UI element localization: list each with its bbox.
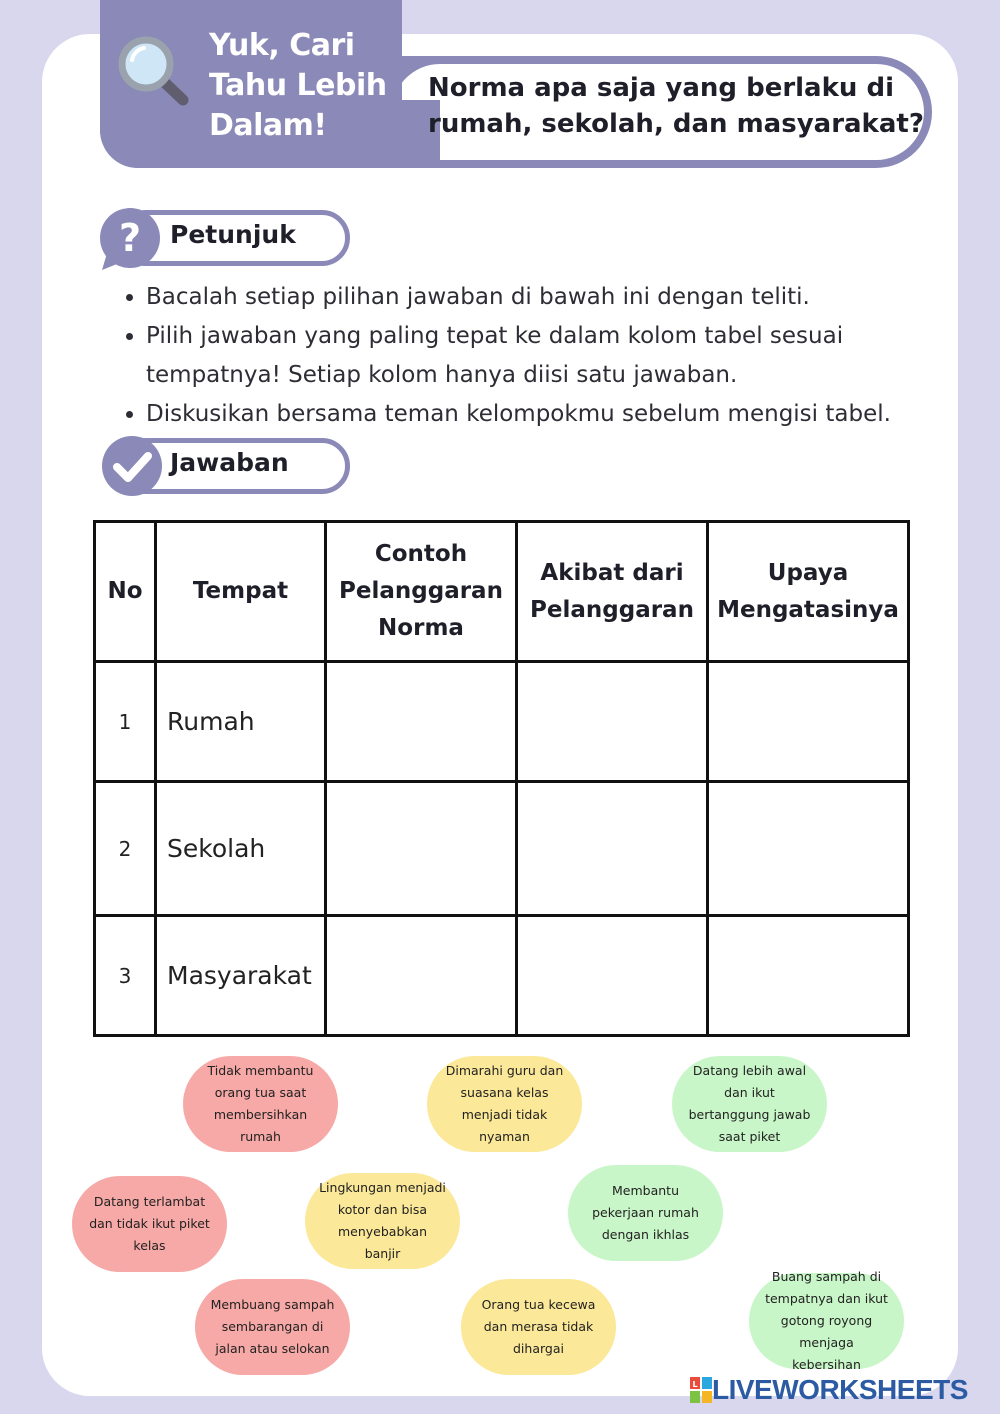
header-contoh-line: Pelanggaran	[339, 578, 503, 604]
row-place: Sekolah	[156, 782, 326, 916]
header-upaya-line: Mengatasinya	[717, 596, 899, 623]
instruction-item: • Pilih jawaban yang paling tepat ke dalam kolom tabel sesuai tempatnya! Setiap kolom hanya diisi satu jawaban.	[146, 317, 976, 395]
liveworksheets-logo-icon	[690, 1377, 712, 1403]
answer-chip[interactable]: Orang tua kecewa dan merasa tidak dihargai	[461, 1279, 616, 1375]
brand-text: LIVEWORKSHEETS	[712, 1374, 968, 1405]
row-place: Rumah	[156, 662, 326, 782]
jawaban-label: Jawaban	[170, 448, 289, 477]
table-row	[95, 916, 909, 1036]
drop-cell-contoh[interactable]	[326, 916, 517, 1036]
header-tempat: Tempat	[156, 522, 326, 662]
header-question-line: Norma apa saja yang berlaku di	[428, 73, 894, 103]
svg-text:?: ?	[118, 216, 142, 260]
magnifier-icon	[116, 34, 190, 108]
table-header-row	[95, 522, 909, 662]
answer-chip[interactable]: Datang terlambat dan tidak ikut piket kelas	[72, 1176, 227, 1272]
drop-cell-contoh[interactable]	[326, 662, 517, 782]
answer-chip[interactable]: Tidak membantu orang tua saat membersihkan rumah	[183, 1056, 338, 1152]
instruction-list	[118, 278, 976, 434]
table-row	[95, 662, 909, 782]
instruction-item: • Diskusikan bersama teman kelompokmu sebelum mengisi tabel.	[146, 395, 976, 434]
header-upaya-line: Upaya	[767, 559, 849, 586]
header-akibat-line: Pelanggaran	[530, 596, 694, 623]
header-contoh-line: Norma	[378, 615, 464, 641]
petunjuk-label: Petunjuk	[170, 220, 296, 249]
header-akibat-line: Akibat dari	[540, 559, 684, 586]
check-icon	[102, 436, 164, 498]
header-contoh-line: Contoh	[374, 541, 468, 567]
table-row	[95, 782, 909, 916]
drop-cell-akibat[interactable]	[517, 916, 708, 1036]
header-question-line: rumah, sekolah, dan masyarakat?	[428, 109, 924, 139]
header-title-line: Tahu Lebih	[209, 68, 387, 103]
row-place: Masyarakat	[156, 916, 326, 1036]
answer-chip[interactable]: Lingkungan menjadi kotor dan bisa menyebabkan banjir	[305, 1173, 460, 1269]
answer-chip[interactable]: Dimarahi guru dan suasana kelas menjadi tidak nyaman	[427, 1056, 582, 1152]
header-question	[428, 70, 928, 142]
drop-cell-akibat[interactable]	[517, 782, 708, 916]
answer-chip[interactable]: Datang lebih awal dan ikut bertanggung jawab saat piket	[672, 1056, 827, 1152]
header-title	[209, 26, 399, 146]
drop-cell-upaya[interactable]	[708, 916, 909, 1036]
drop-cell-upaya[interactable]	[708, 782, 909, 916]
drop-cell-upaya[interactable]	[708, 662, 909, 782]
row-number: 1	[95, 662, 156, 782]
answer-chip[interactable]: Buang sampah di tempatnya dan ikut gotong royong menjaga kebersihan	[749, 1273, 904, 1369]
drop-cell-akibat[interactable]	[517, 662, 708, 782]
drop-cell-contoh[interactable]	[326, 782, 517, 916]
header-no: No	[95, 522, 156, 662]
question-icon	[98, 206, 168, 272]
answer-chip[interactable]: Membuang sampah sembarangan di jalan atau selokan	[195, 1279, 350, 1375]
header-title-line: Yuk, Cari	[209, 28, 355, 63]
answer-chip[interactable]: Membantu pekerjaan rumah dengan ikhlas	[568, 1165, 723, 1261]
header-upaya	[708, 522, 909, 662]
liveworksheets-brand	[690, 1374, 968, 1406]
logo-letter: L	[692, 1380, 698, 1389]
header-akibat	[517, 522, 708, 662]
header-contoh	[326, 522, 517, 662]
header-title-line: Dalam!	[209, 108, 327, 143]
row-number: 2	[95, 782, 156, 916]
answer-table	[93, 520, 910, 1037]
instruction-item: • Bacalah setiap pilihan jawaban di bawah ini dengan teliti.	[146, 278, 976, 317]
row-number: 3	[95, 916, 156, 1036]
